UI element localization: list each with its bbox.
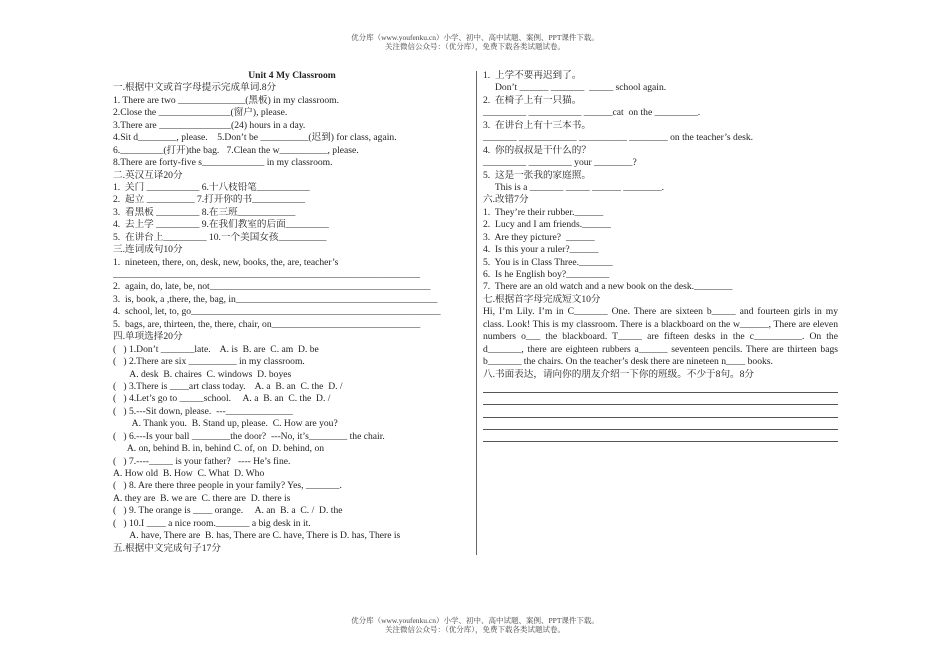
exercise-line: 8.There are forty-five s_____________ in my classroom. [113, 157, 333, 169]
exercise-line: A. on, behind B. in, behind C. of, on D. behind, on [113, 443, 325, 455]
exercise-line: A. Thank you. B. Stand up, please. C. How are you? [113, 418, 338, 430]
exercise-line: Don’t ______ _______ _____ school again. [483, 82, 667, 94]
exercise-line: 4. 你的叔叔是干什么的？ [483, 144, 591, 156]
footer-line-1: 优分库（www.youfenku.cn）小学、初中、高中试题、案例、PPT课件下载。 [351, 616, 599, 625]
exercise-line: A. have, There are B. has, There are C. have, There is D. has, There is [113, 530, 401, 542]
exercise-line: 2. Lucy and I am friends.______ [483, 219, 611, 231]
exercise-line: 5. 在讲台上_________ 10.一个美国女孩__________ [113, 231, 327, 243]
page-footer [0, 616, 950, 634]
exercise-line: 七.根据首字母完成短文10分 [483, 293, 601, 305]
page-header [0, 33, 950, 51]
exercise-line: 3. 看黑板 _________ 8.在三班____________ [113, 206, 296, 218]
exercise-line: A. How old B. How C. What D. Who [113, 468, 265, 479]
exercise-line: _______ ____________ __________ ________ on the teacher’s desk. [483, 132, 754, 144]
exercise-line: 1. 关门 ___________ 6.十八枝铅笔___________ [113, 181, 310, 193]
exercise-line: 2.Close the _______________(窗户), please. [113, 107, 288, 119]
exercise-line: ( ) 9. The orange is ____ orange. A. an B. a C. / D. the [113, 505, 343, 517]
exercise-line: ( ) 2.There are six __________ in my classroom. [113, 356, 305, 368]
exercise-line: ( ) 10.I ____ a nice room._______ a big desk in it. [113, 517, 311, 529]
exercise-line: 1. There are two ______________(黑板) in my classroom. [113, 94, 340, 106]
exercise-line: 6._________(打开)the bag. 7.Clean the w__________, please. [113, 144, 359, 156]
exercise-line: ( ) 1.Don’t _______late. A. is B. are C. am D. be [113, 343, 319, 355]
cloze-passage: Hi, I’m Lily. I’m in C_______ One. There are sixteen b_____ and fourteen girls in my class. Look! This is my classroom. There is a blackboard on the w______, There are eleven numbers o___ the blackboard. T_____ are fifteen desks in the c__________. On the d_______, there are eighteen rubbers a______ seventeen pencils. There are thirteen bags b_______ the chairs. On the teacher’s desk there are nineteen n____ books. [483, 306, 838, 368]
exercise-line: A. desk B. chaires C. windows D. boyes [113, 368, 292, 380]
exercise-line: 3. Are they picture? ______ [483, 231, 595, 243]
answer-line [483, 418, 838, 430]
exercise-line: 5. 这是一张我的家庭照。 [483, 169, 591, 181]
exercise-line: 4.Sit d________, please. 5.Don’t be __________(迟到) for class, again. [113, 132, 397, 144]
exercise-line: 三.连词成句10分 [113, 244, 183, 256]
exercise-line: 3.There are _______________(24) hours in a day. [113, 119, 306, 131]
answer-line [483, 430, 838, 442]
exercise-line: This is a _______ _____ ______ ________. [483, 181, 665, 193]
header-line-2: 关注微信公众号：（优分库），免费下载各类试题试卷。 [385, 42, 565, 51]
answer-line [483, 381, 838, 393]
exercise-line: 7. There are an old watch and a new book on the desk.________ [483, 281, 733, 293]
exercise-line: ( ) 5.---Sit down, please. ---______________ [113, 405, 293, 417]
exercise-line: 一.根据中文或首字母提示完成单词.8分 [113, 82, 277, 94]
exercise-line: _________ _________ your ________? [483, 157, 637, 169]
exercise-line: A. they are B. we are C. there are D. there is [113, 492, 291, 504]
exercise-line: 6. Is he English boy?_________ [483, 269, 610, 280]
writing-area [483, 381, 838, 442]
exercise-line: ( ) 6.---Is your ball ________the door? ---No, it’s________ the chair. [113, 430, 385, 442]
column-divider [476, 71, 477, 555]
header-line-1: 优分库（www.youfenku.cn）小学、初中、高中试题、案例、PPT课件下载。 [351, 33, 599, 42]
exercise-line: 五.根据中文完成句子17分 [113, 542, 221, 554]
exercise-line: 3. 在讲台上有十三本书。 [483, 119, 591, 131]
exercise-line: 4. 去上学 _________ 9.在我们教室的后面_________ [113, 219, 329, 231]
answer-line [483, 405, 838, 417]
footer-line-2: 关注微信公众号：（优分库），免费下载各类试题试卷。 [385, 625, 565, 634]
worksheet-title: Unit 4 My Classroom [248, 70, 336, 81]
exercise-line: ( ) 8. Are there three people in your family? Yes, _______. [113, 480, 342, 492]
exercise-line: ( ) 3.There is ____art class today. A. a B. an C. the D. / [113, 380, 343, 392]
exercise-line: 六.改错7分 [483, 194, 529, 206]
exercise-line: ________________________________________________________________ [113, 269, 420, 280]
exercise-line: 5. bags, are, thirteen, the, there, chair, on_______________________________ [113, 318, 421, 330]
exercise-line: _________ ___________ ______cat on the _________. [483, 107, 701, 119]
exercise-line: 2. again, do, late, be, not______________________________________________ [113, 281, 431, 293]
exercise-line: ( ) 7.----_____ is your father? ---- He’s fine. [113, 455, 291, 467]
exercise-line: 5. You is in Class Three._______ [483, 256, 613, 268]
right-column [483, 70, 838, 442]
left-column [113, 70, 471, 555]
exercise-line: 四.单项选择20分 [113, 331, 183, 343]
exercise-line: 4. Is this your a ruler?______ [483, 244, 599, 256]
section-heading: 八.书面表达，请向你的朋友介绍一下你的班级。不少于8句。8分 [483, 368, 755, 380]
exercise-line: 4. school, let, to, go____________________________________________________ [113, 306, 441, 318]
exercise-line: 3. is, book, a ,there, the, bag, in__________________________________________ [113, 293, 438, 305]
exercise-line: ( ) 4.Let’s go to _____school. A. a B. an C. the D. / [113, 393, 331, 405]
exercise-line: 1. nineteen, there, on, desk, new, books, the, are, teacher’s [113, 256, 339, 268]
exercise-line: 2. 在椅子上有一只猫。 [483, 94, 582, 106]
answer-line [483, 393, 838, 405]
exercise-line: 1. They’re their rubber.______ [483, 206, 604, 218]
exercise-line: 二.英汉互译20分 [113, 169, 183, 181]
exercise-line: 2. 起立 __________ 7.打开你的书___________ [113, 194, 305, 206]
exercise-line: 1. 上学不要再迟到了。 [483, 70, 582, 81]
